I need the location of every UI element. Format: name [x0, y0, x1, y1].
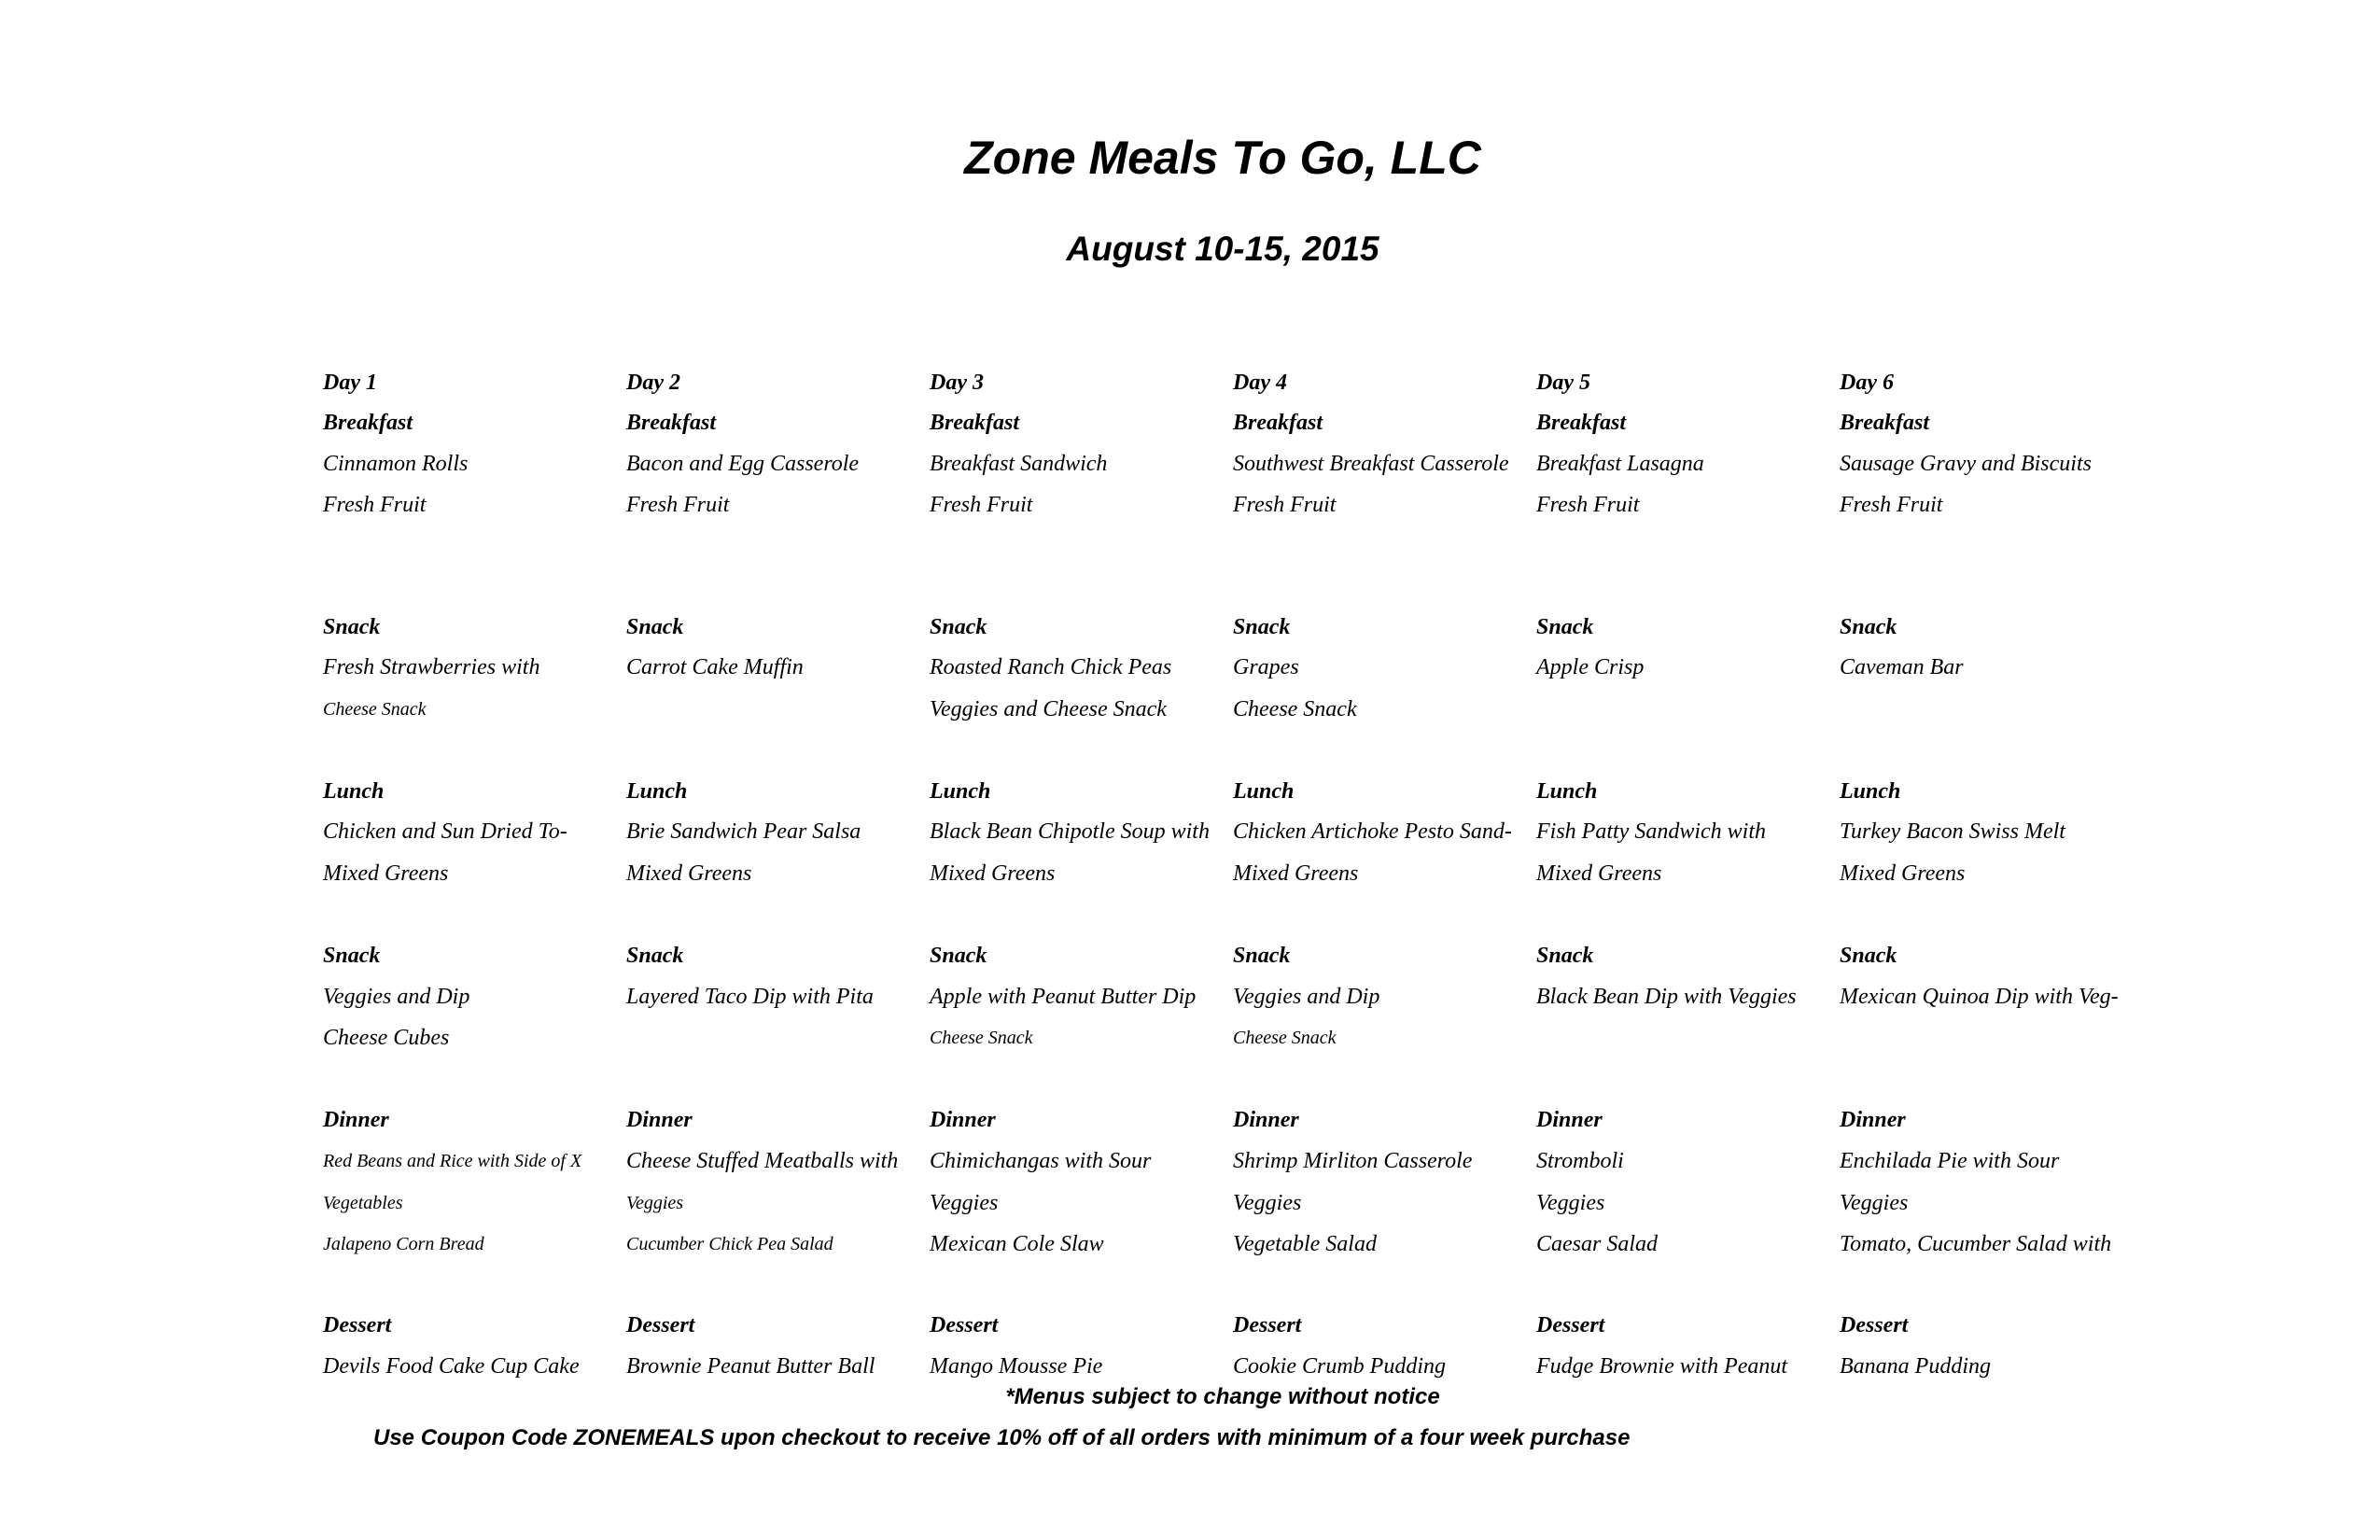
dinner-item: Chimichangas with Sour — [930, 1149, 1152, 1173]
snack-label: Snack — [1536, 615, 1594, 639]
lunch-item: Chicken and Sun Dried To- — [323, 819, 567, 844]
dinner-label: Dinner — [1233, 1108, 1299, 1132]
day-label: Day 3 — [930, 371, 984, 395]
snack-label: Snack — [323, 615, 381, 639]
lunch-item: Mixed Greens — [323, 861, 449, 886]
lunch-item: Mixed Greens — [1233, 861, 1359, 886]
breakfast-item: Fresh Fruit — [1840, 493, 1943, 517]
snack-item: Carrot Cake Muffin — [626, 655, 804, 679]
dinner-item: Cheese Stuffed Meatballs with — [626, 1149, 899, 1173]
snack-item: Grapes — [1233, 655, 1299, 679]
breakfast-item: Bacon and Egg Casserole — [626, 452, 860, 476]
lunch-label: Lunch — [626, 779, 688, 804]
snack-label: Snack — [1840, 944, 1897, 968]
breakfast-label: Breakfast — [930, 411, 1019, 435]
breakfast-item: Fresh Fruit — [1233, 493, 1337, 517]
snack-item: Cheese Snack — [323, 699, 427, 720]
dinner-item: Shrimp Mirliton Casserole — [1233, 1149, 1473, 1173]
snack-label: Snack — [1536, 944, 1594, 968]
dinner-item: Red Beans and Rice with Side of X — [323, 1151, 582, 1171]
dinner-label: Dinner — [1840, 1108, 1906, 1132]
snack-item: Cheese Snack — [1233, 1028, 1337, 1048]
lunch-item: Mixed Greens — [930, 861, 1056, 886]
day-label: Day 1 — [323, 371, 377, 395]
dinner-item: Tomato, Cucumber Salad with — [1840, 1232, 2112, 1256]
dessert-item: Fudge Brownie with Peanut — [1536, 1354, 1788, 1379]
snack-item: Cheese Cubes — [323, 1026, 450, 1050]
day-label: Day 5 — [1536, 371, 1590, 395]
dinner-item: Cucumber Chick Pea Salad — [626, 1234, 833, 1254]
lunch-item: Brie Sandwich Pear Salsa — [626, 819, 861, 844]
dinner-item: Jalapeno Corn Bread — [323, 1234, 484, 1254]
dinner-item: Veggies — [930, 1191, 999, 1215]
breakfast-item: Fresh Fruit — [930, 493, 1033, 517]
snack-label: Snack — [930, 944, 987, 968]
dessert-label: Dessert — [1233, 1313, 1302, 1337]
snack-label: Snack — [1840, 615, 1897, 639]
breakfast-label: Breakfast — [323, 411, 413, 435]
lunch-item: Mixed Greens — [1536, 861, 1662, 886]
snack-label: Snack — [930, 615, 987, 639]
snack-label: Snack — [1233, 615, 1291, 639]
dinner-label: Dinner — [930, 1108, 996, 1132]
dinner-item: Veggies — [626, 1193, 684, 1213]
snack-label: Snack — [1233, 944, 1291, 968]
snack-label: Snack — [626, 944, 684, 968]
snack-item: Mexican Quinoa Dip with Veg- — [1840, 985, 2119, 1009]
breakfast-item: Sausage Gravy and Biscuits — [1840, 452, 2092, 476]
dessert-item: Devils Food Cake Cup Cake — [323, 1354, 580, 1379]
disclaimer-note: *Menus subject to change without notice — [1005, 1384, 1440, 1409]
dessert-label: Dessert — [1840, 1313, 1909, 1337]
breakfast-item: Fresh Fruit — [1536, 493, 1640, 517]
breakfast-label: Breakfast — [1536, 411, 1626, 435]
snack-item: Apple Crisp — [1536, 655, 1645, 679]
dinner-label: Dinner — [323, 1108, 389, 1132]
dinner-item: Vegetables — [323, 1193, 403, 1213]
menu-date-range: August 10-15, 2015 — [1066, 230, 1379, 268]
snack-item: Cheese Snack — [1233, 697, 1357, 721]
snack-item: Layered Taco Dip with Pita — [626, 985, 874, 1009]
snack-item: Fresh Strawberries with — [323, 655, 540, 679]
breakfast-label: Breakfast — [1233, 411, 1323, 435]
lunch-label: Lunch — [930, 779, 991, 804]
dinner-item: Vegetable Salad — [1233, 1232, 1377, 1256]
dinner-item: Veggies — [1840, 1191, 1909, 1215]
lunch-label: Lunch — [1233, 779, 1295, 804]
dinner-item: Enchilada Pie with Sour — [1840, 1149, 2060, 1173]
snack-label: Snack — [626, 615, 684, 639]
day-label: Day 2 — [626, 371, 680, 395]
breakfast-item: Cinnamon Rolls — [323, 452, 469, 476]
snack-item: Veggies and Dip — [323, 985, 470, 1009]
breakfast-label: Breakfast — [626, 411, 716, 435]
lunch-item: Mixed Greens — [626, 861, 752, 886]
dessert-item: Cookie Crumb Pudding — [1233, 1354, 1446, 1379]
day-label: Day 4 — [1233, 371, 1287, 395]
dessert-label: Dessert — [323, 1313, 392, 1337]
snack-item: Roasted Ranch Chick Peas — [930, 655, 1172, 679]
lunch-item: Fish Patty Sandwich with — [1536, 819, 1766, 844]
dinner-label: Dinner — [626, 1108, 693, 1132]
lunch-label: Lunch — [1536, 779, 1598, 804]
lunch-item: Mixed Greens — [1840, 861, 1966, 886]
snack-item: Veggies and Cheese Snack — [930, 697, 1167, 721]
dinner-item: Caesar Salad — [1536, 1232, 1659, 1256]
dessert-label: Dessert — [930, 1313, 999, 1337]
breakfast-label: Breakfast — [1840, 411, 1929, 435]
dinner-label: Dinner — [1536, 1108, 1603, 1132]
breakfast-item: Breakfast Lasagna — [1536, 452, 1704, 476]
lunch-item: Black Bean Chipotle Soup with — [930, 819, 1210, 844]
lunch-item: Turkey Bacon Swiss Melt — [1840, 819, 2065, 844]
dessert-item: Banana Pudding — [1840, 1354, 1991, 1379]
snack-item: Veggies and Dip — [1233, 985, 1380, 1009]
lunch-item: Chicken Artichoke Pesto Sand- — [1233, 819, 1512, 844]
snack-item: Black Bean Dip with Veggies — [1536, 985, 1797, 1009]
snack-label: Snack — [323, 944, 381, 968]
snack-item: Caveman Bar — [1840, 655, 1964, 679]
snack-item: Cheese Snack — [930, 1028, 1033, 1048]
dinner-item: Mexican Cole Slaw — [930, 1232, 1104, 1256]
snack-item: Apple with Peanut Butter Dip — [930, 985, 1197, 1009]
day-label: Day 6 — [1840, 371, 1894, 395]
coupon-text: Use Coupon Code ZONEMEALS upon checkout to receive 10% off of all orders with minimum of a four week purchase — [373, 1425, 1631, 1450]
breakfast-item: Breakfast Sandwich — [930, 452, 1108, 476]
dessert-item: Mango Mousse Pie — [930, 1354, 1103, 1379]
breakfast-item: Fresh Fruit — [626, 493, 730, 517]
dinner-item: Veggies — [1536, 1191, 1605, 1215]
breakfast-item: Fresh Fruit — [323, 493, 427, 517]
menu-title: Zone Meals To Go, LLC — [964, 132, 1481, 184]
dessert-label: Dessert — [1536, 1313, 1605, 1337]
dessert-item: Brownie Peanut Butter Ball — [626, 1354, 875, 1379]
lunch-label: Lunch — [323, 779, 385, 804]
dinner-item: Stromboli — [1536, 1149, 1624, 1173]
breakfast-item: Southwest Breakfast Casserole — [1233, 452, 1509, 476]
dinner-item: Veggies — [1233, 1191, 1302, 1215]
dessert-label: Dessert — [626, 1313, 695, 1337]
lunch-label: Lunch — [1840, 779, 1901, 804]
